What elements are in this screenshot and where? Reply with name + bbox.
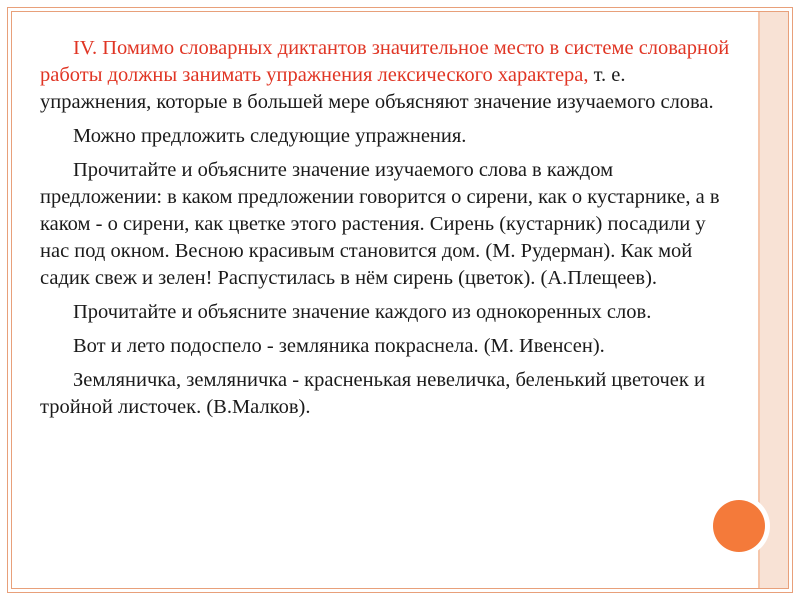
paragraph-3: Прочитайте и объясните значение изучаемого слова в каждом предложении: в каком предложении говорится о сирени, как о кустарнике, а в каком - о сирени, как цветке этого растения. Сирень (кустарник) посадили у нас под окном. Весною красивым становится дом. (М. Рудерман). Как мой садик свеж и зелен! Распустилась в нём сирень (цветок). (А.Плещеев). [40,159,720,289]
paragraph-2: Можно предложить следующие упражнения. [73,125,467,147]
paragraph-1-highlight: IV. Помимо словарных диктантов значительное место в системе словарной работы должны занимать упражнения лексического характера, [40,37,730,86]
side-decoration-band [760,12,788,588]
paragraph-4: Прочитайте и объясните значение каждого из однокоренных слов. [73,301,652,323]
side-decoration-line [758,12,760,588]
paragraph-6: Земляничка, земляничка - красненькая невеличка, беленький цветочек и тройной листочек. (В.Малков). [40,369,705,418]
paragraph-1 [40,35,730,116]
orange-circle-decoration [713,500,765,552]
paragraph-1-rest: т. е. упражнения, которые в большей мере объясняют значение изучаемого слова. [40,64,714,113]
slide-text-body [40,35,730,428]
paragraph-5: Вот и лето подоспело - земляника покраснела. (М. Ивенсен). [73,335,605,357]
